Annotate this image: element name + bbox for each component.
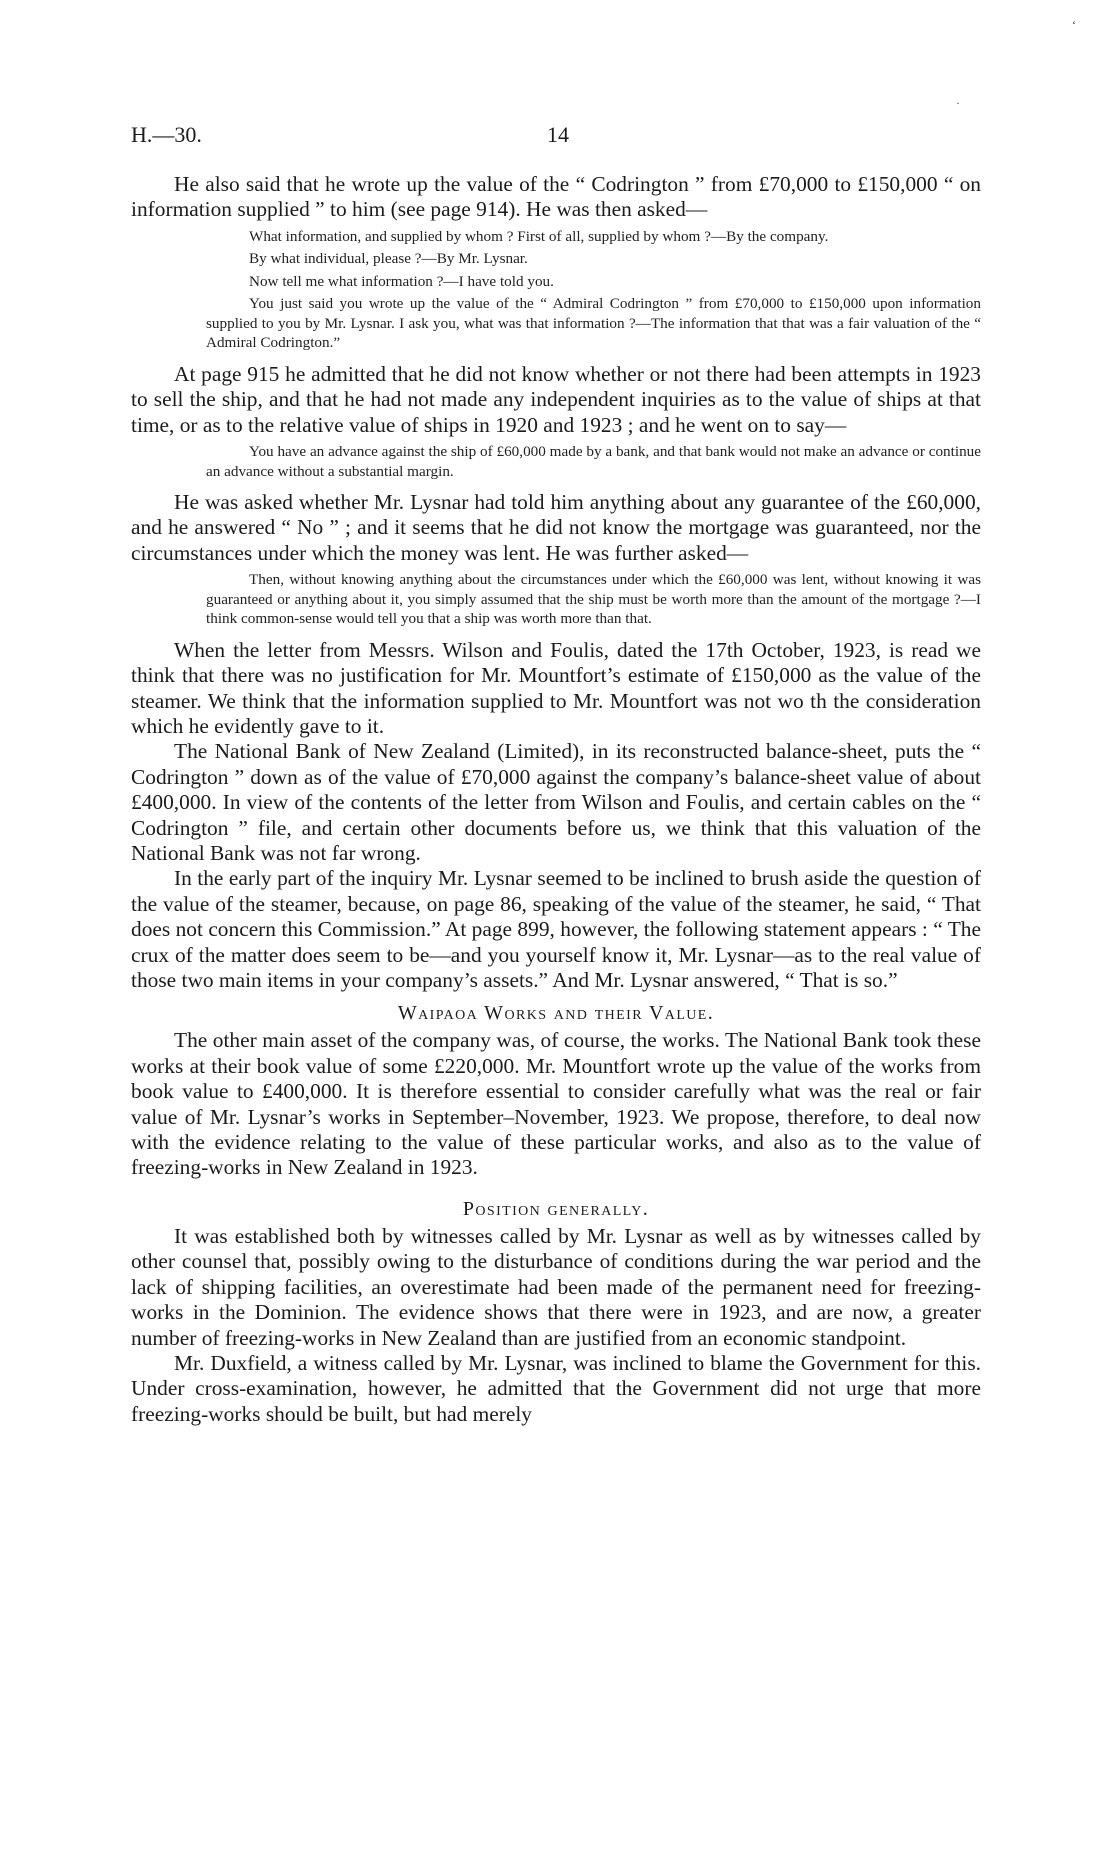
margin-mark-top-right: ʻ [1072,18,1076,32]
section-heading-position-generally: Position generally. [462,1197,650,1220]
paragraph-8: It was established both by witnesses called by Mr. Lysnar as well as by witnesses called by other counsel that, possibly owing to the disturbance of conditions during the war period and the lack of shipping facilities, an overestimate had been made of the permanent need for freezing-works in the Dominion. The evidence shows that there were in 1923, and are now, a greater number of freezing-works in New Zealand than are justified from an economic standpoint. [131,1223,981,1350]
quotation-3: Then, without knowing anything about the circumstances under which the £60,000 was lent, without knowing it was guaranteed or anything about it, you simply assumed that the ship must be worth more than the amount of the mortgage ?—I think common-sense would tell you that a ship was worth more than that. [206,571,981,628]
paragraph-3: He was asked whether Mr. Lysnar had told him anything about any guarantee of the £60,000, and he answered “ No ” ; and it seems that he did not know the mortgage was guaranteed, nor the circumstances under which the money was lent. He was further asked— [131,490,981,565]
paragraph-4: When the letter from Messrs. Wilson and Foulis, dated the 17th October, 1923, is read we think that there was no justification for Mr. Mountfort’s estimate of £150,000 as the value of the steamer. We think that the information supplied to Mr. Mountfort was not wo th the consideration which he evidently gave to it. [131,637,981,738]
quotation-1-line-1: What information, and supplied by whom ? First of all, supplied by whom ?—By the company. [249,227,829,245]
paragraph-9: Mr. Duxfield, a witness called by Mr. Lysnar, was inclined to blame the Government for this. Under cross-examination, however, he admitted that the Government did not urge that more freezing-works should be built, but had merely [131,1350,981,1426]
paragraph-7: The other main asset of the company was, of course, the works. The National Bank took these works at their book value of some £220,000. Mr. Mountfort wrote up the value of the works from book value to £400,000. It is therefore essential to consider carefully what was the real or fair value of Mr. Lysnar’s works in September–November, 1923. We propose, therefore, to deal now with the evidence relating to the value of these particular works, and also as to the value of freezing-works in New Zealand in 1923. [131,1028,981,1180]
section-heading-waipaoa-works: Waipaoa Works and their Value. [397,1002,715,1025]
quotation-2: You have an advance against the ship of £60,000 made by a bank, and that bank would not make an advance or continue an advance without a substantial margin. [206,443,981,480]
quotation-1-line-2: By what individual, please ?—By Mr. Lysnar. [249,250,528,268]
margin-mark-dot: · [956,96,960,110]
paragraph-6: In the early part of the inquiry Mr. Lysnar seemed to be inclined to brush aside the question of the value of the steamer, because, on page 86, speaking of the value of the steamer, he said, “ That does not concern this Commission.” At page 899, however, the following statement appears : “ The crux of the matter does seem to be—and you yourself know it, Mr. Lysnar—as to the real value of those two main items in your company’s assets.” And Mr. Lysnar answered, “ That is so.” [131,866,981,993]
page-header [131,122,981,152]
paragraph-5: The National Bank of New Zealand (Limited), in its reconstructed balance-sheet, puts the “ Codrington ” down as of the value of £70,000 against the company’s balance-sheet value of about £400,000. In view of the contents of the letter from Wilson and Foulis, and certain cables on the “ Codrington ” file, and certain other documents before us, we think that this valuation of the National Bank was not far wrong. [131,739,981,865]
quotation-1-line-4: You just said you wrote up the value of the “ Admiral Codrington ” from £70,000 to £150,000 upon information supplied to you by Mr. Lysnar. I ask you, what was that information ?—The information that that was a fair valuation of the “ Admiral Codrington.” [206,295,981,352]
page-number: 14 [547,122,569,147]
paragraph-1: He also said that he wrote up the value of the “ Codrington ” from £70,000 to £150,000 “ on information supplied ” to him (see page 914). He was then asked— [131,172,981,222]
document-reference: H.—30. [131,122,202,147]
paragraph-2: At page 915 he admitted that he did not know whether or not there had been attempts in 1923 to sell the ship, and that he had not made any independent inquiries as to the value of ships at that time, or as to the relative value of ships in 1920 and 1923 ; and he went on to say— [131,361,981,437]
quotation-1-line-3: Now tell me what information ?—I have told you. [249,272,554,290]
page-body [131,172,981,1427]
